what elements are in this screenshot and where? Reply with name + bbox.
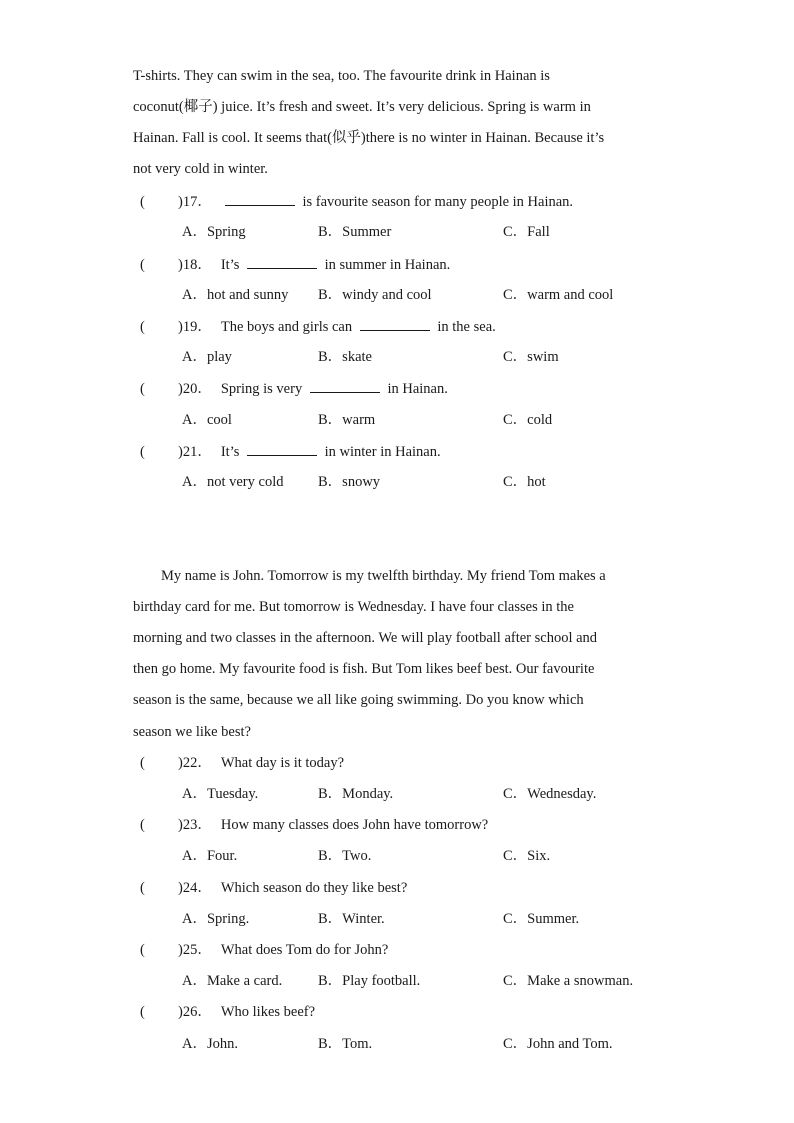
option-b[interactable]: B．skate xyxy=(318,349,372,365)
question-text-after: is favourite season for many people in Hainan. xyxy=(298,194,574,210)
answer-paren-open[interactable]: ( xyxy=(140,444,145,460)
question-text-after: in the sea. xyxy=(433,319,496,335)
passage2-line: My name is John. Tomorrow is my twelfth birthday. My friend Tom makes a xyxy=(161,568,606,584)
question-26 xyxy=(140,1002,315,1022)
answer-paren-close: ) xyxy=(178,444,183,460)
option-c[interactable]: C．John and Tom. xyxy=(503,1036,613,1052)
answer-paren-close: ) xyxy=(178,381,183,397)
passage1-line: not very cold in winter. xyxy=(133,161,268,177)
question-text-before: The boys and girls can xyxy=(220,319,356,335)
option-c[interactable]: C．Summer. xyxy=(503,911,580,927)
option-b[interactable]: B．Play football. xyxy=(318,973,421,989)
question-text-before: Spring is very xyxy=(220,381,306,397)
option-b[interactable]: B．Two. xyxy=(318,848,372,864)
question-text: How many classes does John have tomorrow? xyxy=(220,817,489,833)
option-b[interactable]: B．snowy xyxy=(318,474,381,490)
answer-paren-close: ) xyxy=(178,942,183,958)
option-c[interactable]: C．Make a snowman. xyxy=(503,973,634,989)
question-number: 22． xyxy=(182,755,212,771)
question-number: 21． xyxy=(182,444,212,460)
question-text: What day is it today? xyxy=(220,755,345,771)
question-17 xyxy=(140,191,573,212)
option-a[interactable]: A．hot and sunny xyxy=(182,287,289,303)
question-number: 20． xyxy=(182,381,212,397)
question-number: 19． xyxy=(182,319,212,335)
option-a[interactable]: A．Make a card. xyxy=(182,973,283,989)
passage1-line: coconut(椰子) juice. It’s fresh and sweet. It’s very delicious. Spring is warm in xyxy=(133,99,591,115)
question-number: 25． xyxy=(182,942,212,958)
answer-paren-close: ) xyxy=(178,755,183,771)
option-b[interactable]: B．Monday. xyxy=(318,786,394,802)
option-b[interactable]: B．warm xyxy=(318,412,376,428)
answer-paren-open[interactable]: ( xyxy=(140,257,145,273)
passage2-line: morning and two classes in the afternoon. We will play football after school and xyxy=(133,630,598,646)
answer-paren-open[interactable]: ( xyxy=(140,381,145,397)
answer-paren-open[interactable]: ( xyxy=(140,194,145,210)
question-number: 17． xyxy=(182,194,212,210)
question-text-after: in Hainan. xyxy=(383,381,448,397)
passage2-line: season we like best? xyxy=(133,724,251,740)
option-a[interactable]: A．Four. xyxy=(182,848,238,864)
question-number: 18． xyxy=(182,257,212,273)
option-b[interactable]: B．Winter. xyxy=(318,911,385,927)
passage2-line: then go home. My favourite food is fish. But Tom likes beef best. Our favourite xyxy=(133,661,595,677)
option-a[interactable]: A．not very cold xyxy=(182,474,284,490)
option-b[interactable]: B．Tom. xyxy=(318,1036,373,1052)
question-23 xyxy=(140,815,488,835)
option-c[interactable]: C．swim xyxy=(503,349,559,365)
question-20 xyxy=(140,378,448,399)
question-text-after: in summer in Hainan. xyxy=(321,257,451,273)
option-c[interactable]: C．Wednesday. xyxy=(503,786,597,802)
option-c[interactable]: C．Six. xyxy=(503,848,551,864)
fill-blank[interactable] xyxy=(310,378,380,393)
option-c[interactable]: C．cold xyxy=(503,412,553,428)
question-24 xyxy=(140,878,407,898)
answer-paren-close: ) xyxy=(178,319,183,335)
passage1-line: Hainan. Fall is cool. It seems that(似乎)there is no winter in Hainan. Because it’s xyxy=(133,130,605,146)
option-c[interactable]: C．warm and cool xyxy=(503,287,614,303)
question-number: 26． xyxy=(182,1004,212,1020)
fill-blank[interactable] xyxy=(247,441,317,456)
answer-paren-open[interactable]: ( xyxy=(140,319,145,335)
answer-paren-open[interactable]: ( xyxy=(140,880,145,896)
answer-paren-close: ) xyxy=(178,1004,183,1020)
answer-paren-close: ) xyxy=(178,194,183,210)
question-18 xyxy=(140,254,450,275)
option-c[interactable]: C．hot xyxy=(503,474,546,490)
answer-paren-open[interactable]: ( xyxy=(140,942,145,958)
answer-paren-close: ) xyxy=(178,817,183,833)
question-text-before: It’s xyxy=(220,444,243,460)
option-a[interactable]: A．play xyxy=(182,349,232,365)
question-22 xyxy=(140,753,344,773)
fill-blank[interactable] xyxy=(225,191,295,206)
option-b[interactable]: B．Summer xyxy=(318,224,392,240)
question-text-before: It’s xyxy=(220,257,243,273)
option-a[interactable]: A．John. xyxy=(182,1036,238,1052)
option-c[interactable]: C．Fall xyxy=(503,224,550,240)
passage2-line: birthday card for me. But tomorrow is Wednesday. I have four classes in the xyxy=(133,599,574,615)
question-number: 24． xyxy=(182,880,212,896)
option-a[interactable]: A．cool xyxy=(182,412,232,428)
question-25 xyxy=(140,940,388,960)
question-text: What does Tom do for John? xyxy=(220,942,389,958)
fill-blank[interactable] xyxy=(360,316,430,331)
answer-paren-open[interactable]: ( xyxy=(140,817,145,833)
answer-paren-open[interactable]: ( xyxy=(140,755,145,771)
question-21 xyxy=(140,441,441,462)
option-a[interactable]: A．Spring xyxy=(182,224,246,240)
answer-paren-close: ) xyxy=(178,257,183,273)
option-a[interactable]: A．Tuesday. xyxy=(182,786,259,802)
option-a[interactable]: A．Spring. xyxy=(182,911,250,927)
answer-paren-close: ) xyxy=(178,880,183,896)
question-19 xyxy=(140,316,496,337)
fill-blank[interactable] xyxy=(247,254,317,269)
question-text: Who likes beef? xyxy=(220,1004,316,1020)
passage1-line: T-shirts. They can swim in the sea, too. The favourite drink in Hainan is xyxy=(133,68,550,84)
question-text: Which season do they like best? xyxy=(220,880,408,896)
option-b[interactable]: B．windy and cool xyxy=(318,287,432,303)
passage2-line: season is the same, because we all like going swimming. Do you know which xyxy=(133,692,584,708)
answer-paren-open[interactable]: ( xyxy=(140,1004,145,1020)
question-number: 23． xyxy=(182,817,212,833)
question-text-after: in winter in Hainan. xyxy=(321,444,441,460)
